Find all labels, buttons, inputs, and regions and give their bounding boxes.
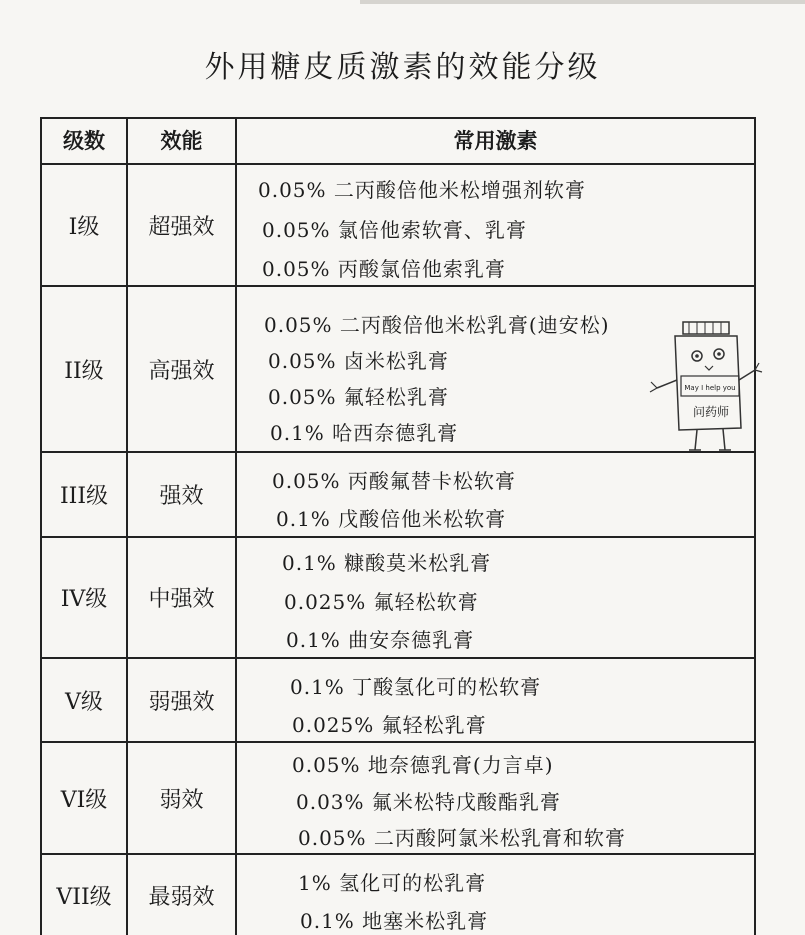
potency-cell: 弱效 xyxy=(159,787,204,813)
page-title: 外用糖皮质激素的效能分级 xyxy=(204,50,601,85)
potency-table xyxy=(40,117,756,935)
hormone-item: 0.05% 氯倍他索软膏、乳膏 xyxy=(262,218,527,242)
column-divider xyxy=(235,119,237,935)
potency-cell: 中强效 xyxy=(148,587,215,612)
grade-cell: IV级 xyxy=(60,587,108,612)
hormone-item: 0.05% 二丙酸倍他米松乳膏(迪安松) xyxy=(264,313,610,337)
potency-cell: 最弱效 xyxy=(148,884,215,910)
hormone-item: 0.05% 丙酸氟替卡松软膏 xyxy=(272,469,516,493)
potency-cell: 强效 xyxy=(159,484,204,509)
hormone-item: 0.1% 哈西奈德乳膏 xyxy=(270,421,459,445)
mascot-shirt-text: May I help you xyxy=(684,384,736,392)
hormone-item: 0.05% 卤米松乳膏 xyxy=(268,349,449,373)
hormone-item: 0.025% 氟轻松软膏 xyxy=(284,590,479,614)
hormone-item: 0.05% 氟轻松乳膏 xyxy=(268,385,449,409)
hormone-item: 0.1% 曲安奈德乳膏 xyxy=(286,628,475,652)
hormone-item: 0.05% 地奈德乳膏(力言卓) xyxy=(292,753,554,777)
hormone-item: 1% 氢化可的松乳膏 xyxy=(298,871,487,895)
grade-cell: VII级 xyxy=(56,884,112,910)
hormone-item: 0.1% 戊酸倍他米松软膏 xyxy=(276,507,507,531)
grade-cell: VI级 xyxy=(60,787,108,813)
hormone-item: 0.1% 地塞米松乳膏 xyxy=(300,909,489,933)
grade-cell: I级 xyxy=(68,214,100,240)
header-grade: 级数 xyxy=(63,128,105,153)
grade-cell: III级 xyxy=(59,484,109,509)
hormone-item: 0.025% 氟轻松乳膏 xyxy=(292,713,487,737)
hormone-item: 0.03% 氟米松特戊酸酯乳膏 xyxy=(296,790,561,814)
top-edge-strip xyxy=(360,0,805,4)
potency-cell: 超强效 xyxy=(148,214,215,240)
header-potency: 效能 xyxy=(160,128,203,153)
hormone-item: 0.05% 丙酸氯倍他索乳膏 xyxy=(262,257,506,281)
hormone-item: 0.05% 二丙酸倍他米松增强剂软膏 xyxy=(258,178,586,202)
grade-cell: II级 xyxy=(64,358,104,384)
pharmacist-mascot-illustration xyxy=(645,320,765,455)
hormone-item: 0.1% 丁酸氢化可的松软膏 xyxy=(290,675,542,699)
potency-cell: 高强效 xyxy=(148,358,215,384)
potency-cell: 弱强效 xyxy=(148,689,215,715)
hormone-item: 0.1% 糠酸莫米松乳膏 xyxy=(282,551,492,575)
mascot-caption: 问药师 xyxy=(692,405,730,419)
hormone-item: 0.05% 二丙酸阿氯米松乳膏和软膏 xyxy=(298,826,626,850)
header-hormones: 常用激素 xyxy=(453,128,538,153)
grade-cell: V级 xyxy=(65,689,103,715)
